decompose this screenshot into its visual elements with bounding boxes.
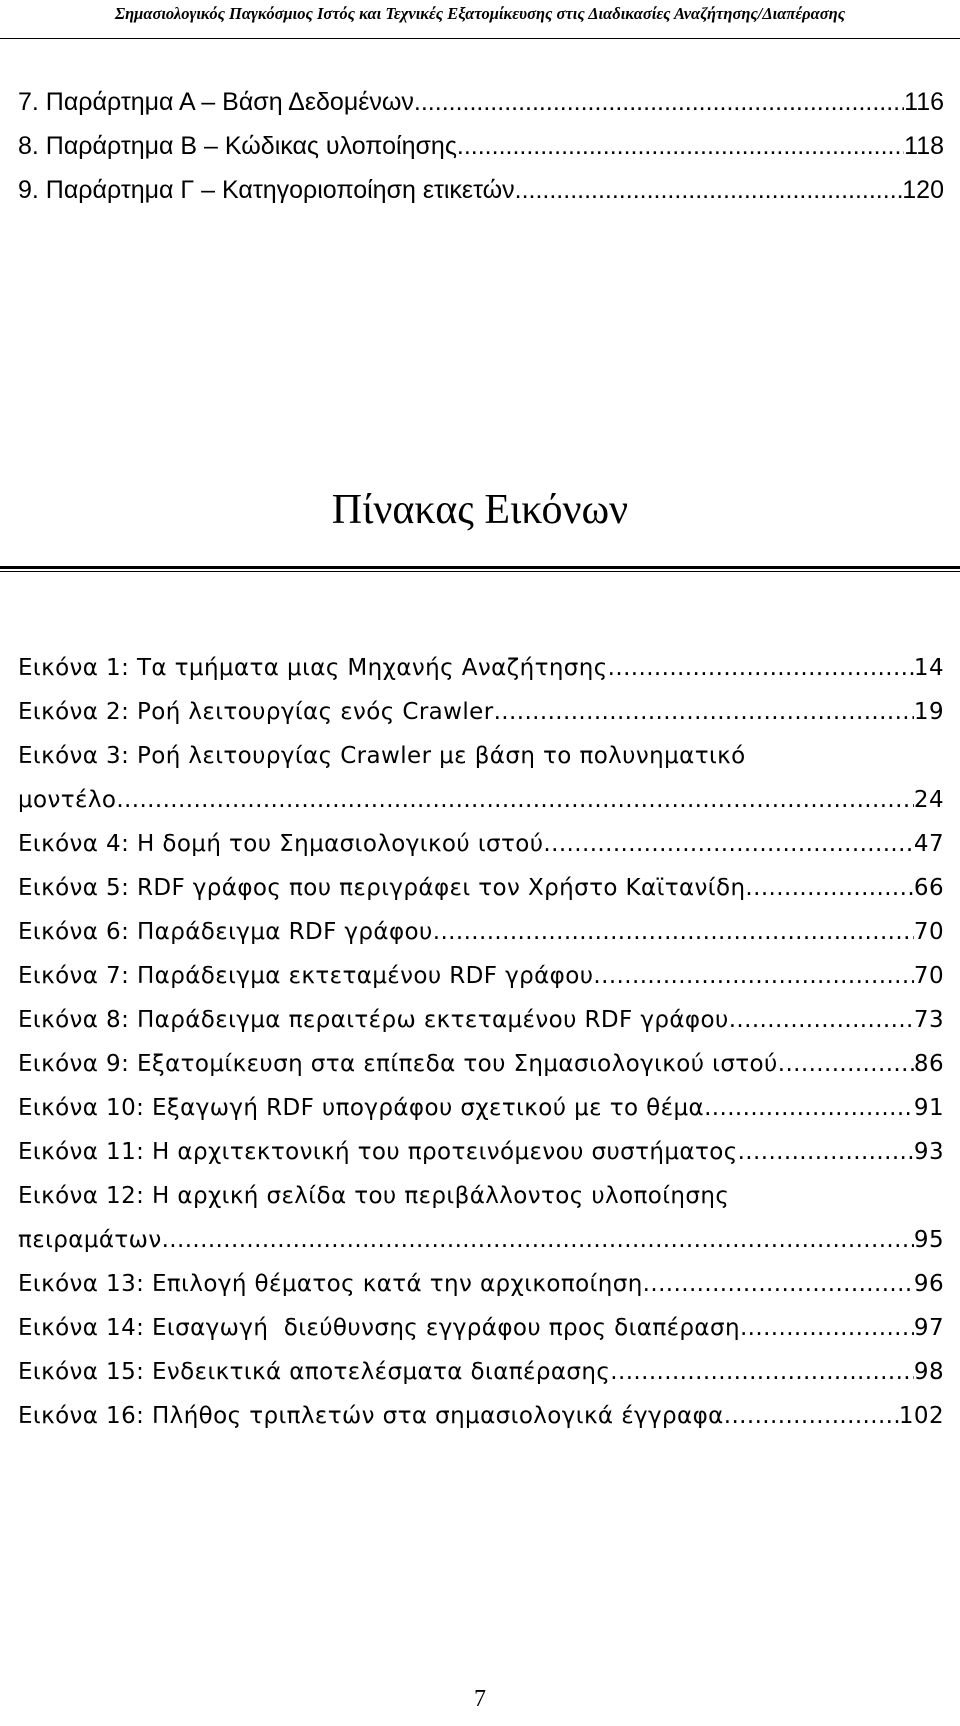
header-rule (0, 38, 960, 39)
figure-entry[interactable] (18, 954, 944, 998)
figure-entry[interactable] (18, 690, 944, 734)
dot-leader (433, 910, 914, 954)
title-rule-thin (0, 571, 960, 572)
figure-entry-page: 96 (913, 1271, 944, 1297)
figure-entry-text: Εικόνα 6: Παράδειγμα RDF γράφου (18, 919, 433, 945)
dot-leader (729, 998, 914, 1042)
toc-entry-page: 116 (904, 88, 944, 116)
toc-entry-page: 118 (904, 132, 944, 160)
section-title: Πίνακας Εικόνων (331, 487, 629, 533)
figure-entry[interactable] (18, 1350, 944, 1394)
figure-entry[interactable] (18, 1086, 944, 1130)
figure-entry-text: Εικόνα 16: Πλήθος τριπλετών στα σημασιολογικά έγγραφα (18, 1403, 724, 1429)
figure-entry-page: 14 (913, 655, 944, 681)
figure-entry-page: 19 (913, 699, 944, 725)
figure-entry-text: Εικόνα 12: Η αρχική σελίδα του περιβάλλοντος υλοποίησης (18, 1183, 730, 1209)
figure-entry-text: Εικόνα 3: Ροή λειτουργίας Crawler με βάση το πολυνηματικό (18, 743, 746, 769)
figure-entry[interactable] (18, 866, 944, 910)
figure-entry-page: 86 (913, 1051, 944, 1077)
figure-entry[interactable] (18, 1174, 944, 1262)
figure-entry[interactable] (18, 822, 944, 866)
figure-entry-text: Εικόνα 11: Η αρχιτεκτονική του προτεινόμενου συστήματος (18, 1139, 738, 1165)
figure-entry-text: Εικόνα 10: Εξαγωγή RDF υπογράφου σχετικού με το θέμα (18, 1095, 705, 1121)
figure-entry-page: 97 (913, 1315, 944, 1341)
toc-entry[interactable] (18, 168, 944, 212)
running-header: Σημασιολογικός Παγκόσμιος Ιστός και Τεχνικές Εξατομίκευσης στις Διαδικασίες Αναζήτησης/Διαπέρασης (114, 4, 846, 23)
figure-entry-text-continued: μοντέλο (18, 787, 117, 813)
figure-entry[interactable] (18, 1306, 944, 1350)
figure-entry-page: 73 (913, 1007, 944, 1033)
toc-entry-text: 7. Παράρτημα Α – Βάση Δεδομένων (18, 88, 414, 116)
figure-entry-page: 66 (913, 875, 944, 901)
toc-entry[interactable] (18, 80, 944, 124)
figure-entry-text: Εικόνα 1: Τα τμήματα μιας Μηχανής Αναζήτησης (18, 655, 608, 681)
figure-entry[interactable] (18, 1042, 944, 1086)
dot-leader (593, 954, 914, 998)
figure-entry-continuation (18, 1218, 944, 1262)
figure-entry-text: Εικόνα 5: RDF γράφος που περιγράφει τον Χρήστο Καϊτανίδη (18, 875, 746, 901)
figure-entry[interactable] (18, 1262, 944, 1306)
toc-entry-text: 8. Παράρτημα Β – Κώδικας υλοποίησης (18, 132, 457, 160)
dot-leader (778, 1042, 914, 1086)
toc-continuation (18, 80, 944, 212)
figure-entry-page: 98 (913, 1359, 944, 1385)
dot-leader (745, 866, 914, 910)
dot-leader (608, 646, 914, 690)
dot-leader (704, 1086, 914, 1130)
figure-entry-text: Εικόνα 14: Εισαγωγή διεύθυνσης εγγράφου προς διαπέραση (18, 1315, 740, 1341)
dot-leader (543, 822, 914, 866)
page-number: 7 (474, 1686, 486, 1712)
dot-leader (724, 1394, 899, 1438)
dot-leader (610, 1350, 914, 1394)
figure-entry-continuation (18, 778, 944, 822)
dot-leader (116, 778, 914, 822)
figure-entry-page: 70 (913, 919, 944, 945)
figure-entry-page: 102 (898, 1403, 944, 1429)
figure-entry-page: 24 (913, 787, 944, 813)
toc-entry-text: 9. Παράρτημα Γ – Κατηγοριοποίηση ετικετών (18, 176, 515, 204)
figure-entry[interactable] (18, 1394, 944, 1438)
figure-entry-page: 93 (913, 1139, 944, 1165)
dot-leader (457, 124, 904, 168)
dot-leader (494, 690, 914, 734)
figure-entry-text: Εικόνα 4: Η δομή του Σημασιολογικού ιστού (18, 831, 544, 857)
figure-entry-page: 91 (913, 1095, 944, 1121)
dot-leader (643, 1262, 914, 1306)
figure-entry[interactable] (18, 998, 944, 1042)
figure-entry-text: Εικόνα 9: Εξατομίκευση στα επίπεδα του Σημασιολογικού ιστού (18, 1051, 778, 1077)
figure-entry-text: Εικόνα 8: Παράδειγμα περαιτέρω εκτεταμένου RDF γράφου (18, 1007, 729, 1033)
figure-entry[interactable] (18, 1130, 944, 1174)
figure-entry-page: 70 (913, 963, 944, 989)
figure-entry[interactable] (18, 910, 944, 954)
figure-entry-page: 95 (913, 1227, 944, 1253)
figure-entry[interactable] (18, 734, 944, 822)
dot-leader (515, 168, 903, 212)
toc-entry[interactable] (18, 124, 944, 168)
figure-entry-text: Εικόνα 13: Επιλογή θέματος κατά την αρχικοποίηση (18, 1271, 643, 1297)
figure-entry[interactable] (18, 646, 944, 690)
dot-leader (162, 1218, 914, 1262)
dot-leader (740, 1306, 914, 1350)
list-of-figures (18, 646, 944, 1438)
figure-entry-page: 47 (913, 831, 944, 857)
dot-leader (738, 1130, 914, 1174)
toc-entry-page: 120 (902, 176, 944, 204)
figure-entry-text-continued: πειραμάτων (18, 1227, 162, 1253)
figure-entry-text: Εικόνα 15: Ενδεικτικά αποτελέσματα διαπέρασης (18, 1359, 611, 1385)
title-rule-thick (0, 566, 960, 569)
figure-entry-text: Εικόνα 7: Παράδειγμα εκτεταμένου RDF γράφου (18, 963, 594, 989)
figure-entry-text: Εικόνα 2: Ροή λειτουργίας ενός Crawler (18, 699, 494, 725)
dot-leader (414, 80, 904, 124)
